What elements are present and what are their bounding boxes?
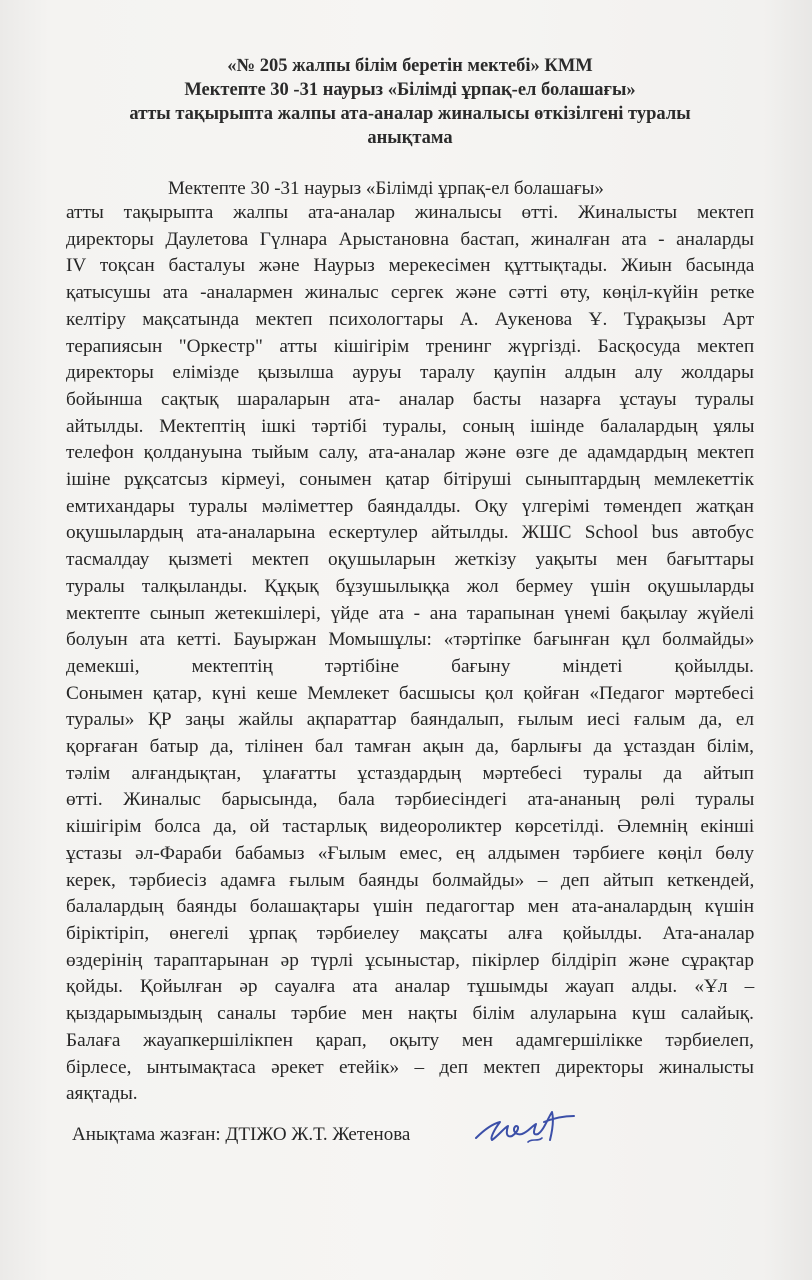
body-text-line: телефон қолдануына тыйым салу, ата-аналар және өзге де адамдардың мектеп (66, 442, 755, 464)
body-text-line: қатысушы ата -аналармен жиналыс сергек және сәтті өту, көңіл-күйін ретке (66, 282, 755, 304)
body-text-line: ішіне рұқсатсыз кірмеуі, сонымен қатар бітіруші сыныптардың мемлекеттік (66, 469, 754, 491)
body-text-line: тәлім алғандықтан, ұлағатты ұстаздардың мәртебесі туралы да айтып (66, 762, 754, 784)
body-text-line: өтті. Жиналыс барысында, бала тәрбиесіндегі ата-ананың рөлі туралы (66, 789, 755, 811)
body-text-line: кішігірім болса да, ой тастарлық видеороликтер көрсетілді. Әлемнің екінші (66, 816, 755, 838)
body-text-line: бірлесе, ынтымақтаса әрекет етейік» – деп мектеп директоры жиналысты (66, 1056, 754, 1078)
body-text-line: өздерінің тараптарынан әр түрлі ұсыныстар, пікірлер білдіріп және сұрақтар (66, 949, 754, 971)
body-text-line: туралы талқыланды. Құқық бұзушылыққа жол бермеу үшін оқушыларды (66, 575, 755, 597)
signature-icon (470, 1102, 580, 1152)
body-text-line: келтіру мақсатында мектеп психологтары А. Аукенова Ұ. Тұрақызы Арт (66, 308, 755, 330)
body-text-line: бойынша сақтық шараларын ата- аналар басты назарға ұстауы туралы (66, 388, 754, 410)
school-name: «№ 205 жалпы білім беретін мектебі» КММ (227, 56, 593, 76)
body-text-line: тасмалдау қызметі мектеп оқушыларын жеткізу уақыты мен бағыттары (66, 549, 754, 571)
body-text-line: мектепте сынып жетекшілері, үйде ата - ана тарапынан үнемі бақылау жүйелі (66, 602, 755, 624)
body-text-line: Балаға жауапкершілікпен қарап, оқыту мен адамгершілікке тәрбиелеп, (66, 1029, 754, 1051)
body-text-line: ұстазы әл-Фараби бабамыз «Ғылым емес, ең алдымен тәрбиеге көңіл бөлу (66, 842, 754, 864)
body-text-line: Сонымен қатар, күні кеше Мемлекет басшысы қол қойған «Педагог мәртебесі (66, 682, 755, 704)
document-title-line: атты тақырыпта жалпы ата-аналар жиналысы өткізілгені туралы (129, 104, 691, 124)
body-text-line: балалардың баянды болашақтары үшін педагогтар мен ата-аналардың күшін (66, 896, 755, 918)
body-text-line: IV тоқсан басталуы және Наурыз мерекесімен құттықтады. Жиын басында (66, 255, 755, 277)
document-header (60, 54, 760, 150)
document-body (66, 200, 754, 1108)
body-text-line: біріктіріп, өнегелі ұрпақ тәрбиелеу мақсаты алға қойылды. Ата-аналар (66, 922, 755, 944)
handwritten-signature (470, 1102, 580, 1152)
body-text-line: қорғаған батыр да, тілінен бал тамған ақын да, барлығы да ұстаздан білім, (66, 736, 754, 758)
body-text-line: туралы» ҚР заңы жайлы ақпараттар баяндалып, ғылым иесі ғалым да, ел (66, 709, 754, 731)
body-text-line: оқушылардың ата-аналарына ескертулер айтылды. ЖШС School bus автобус (66, 522, 754, 544)
body-text-line: аяқтады. (66, 1083, 138, 1105)
body-text-line: қойды. Қойылған әр сауалға ата аналар тұшымды жауап алды. «Ұл – (66, 976, 755, 998)
author-line: Анықтама жазған: ДТІЖО Ж.Т. Жетенова (72, 1124, 411, 1145)
body-text-line: керек, тәрбиесіз адамға ғылым баянды болмайды» – деп айтып кеткендей, (66, 869, 755, 891)
body-text-line: демекші, мектептің тәртібіне бағыну міндеті қойылды. (66, 655, 754, 677)
document-title-line: Мектепте 30 -31 наурыз «Білімді ұрпақ-ел болашағы» (184, 80, 636, 100)
intro-line: Мектепте 30 -31 наурыз «Білімді ұрпақ-ел болашағы» (168, 178, 604, 199)
body-text-line: директоры елімізде қызылша ауруы таралу қаупін алдын алу жолдары (66, 362, 754, 384)
body-text-line: емтихандары туралы мәліметтер баяндалды. Оқу үлгерімі төмендеп жатқан (66, 495, 754, 517)
body-text-line: терапиясын "Оркестр" атты кішігірім тренинг жүргізді. Басқосуда мектеп (66, 335, 755, 357)
body-text-line: атты тақырыпта жалпы ата-аналар жиналысы өтті. Жиналысты мектеп (66, 202, 755, 223)
body-text-line: директоры Даулетова Гүлнара Арыстановна бастап, жиналған ата - аналарды (66, 228, 754, 250)
body-text-line: айтылды. Мектептің ішкі тәртібі туралы, соның ішінде балалардың ұялы (66, 415, 755, 437)
body-text-line: болуын ата кетті. Бауыржан Момышұлы: «тәртіпке бағынған құл болмайды» (66, 629, 755, 651)
body-text-line: қыздарымыздың саналы тәрбие мен нақты білім алуларына күш салайық. (66, 1003, 754, 1025)
document-type: анықтама (367, 128, 453, 148)
